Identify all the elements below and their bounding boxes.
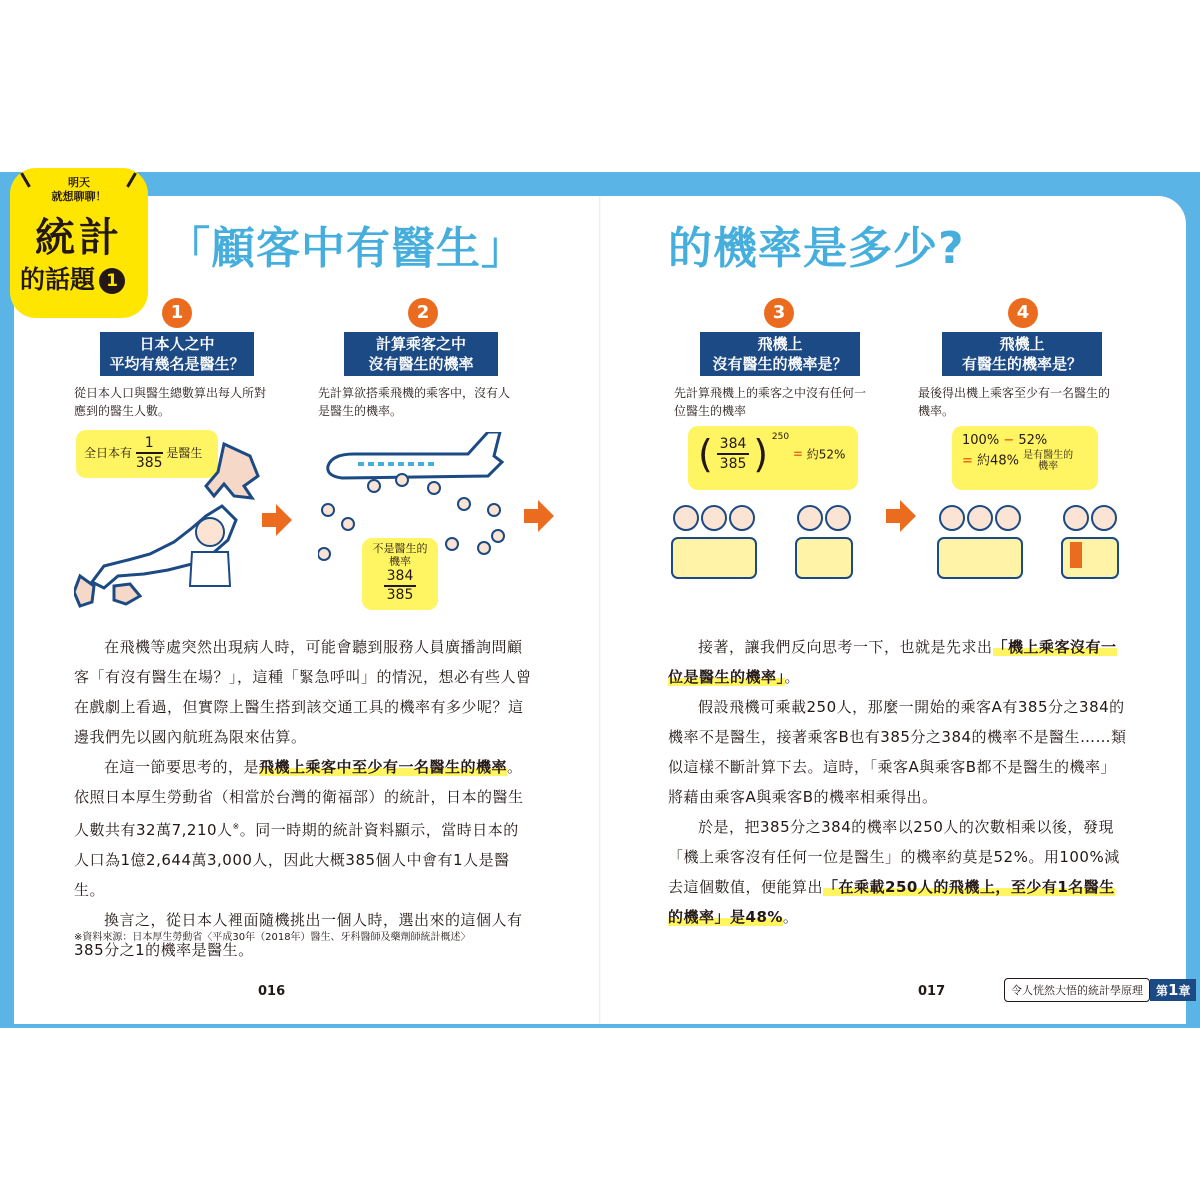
left-p2-part-c: 。同一時期的統計資料顯示，當時日本的人口為1億2,644萬3,000人，因此大概385個人中會有1人是醫生。 <box>74 821 519 899</box>
japan-map-illustration <box>74 436 274 608</box>
passenger-icon <box>342 518 354 530</box>
power-equals: = <box>792 447 803 461</box>
passenger-icon <box>492 530 504 542</box>
diff-card <box>952 426 1098 490</box>
footnote: ※資料來源：日本厚生勞動省〈平成30年（2018年）醫生、牙科醫師及藥劑師統計概述〉 <box>74 932 471 943</box>
passenger-icon <box>458 498 470 510</box>
right-p3-part-a: 於是，把385分之384的機率以250人的次數相乘以後，發現「機上乘客沒有任何一位是醫生」的機率約莫是52%。用100%減去這個數值，便能算出 <box>668 818 1120 896</box>
topic-badge <box>10 168 148 318</box>
doctor-head-icon <box>1064 506 1088 530</box>
right-p1-highlight: 「機上乘客沒有一位是醫生的機率」 <box>668 638 1117 686</box>
power-fraction <box>717 435 750 473</box>
airplane-body-icon <box>328 432 502 478</box>
seated-passengers-group-2 <box>930 498 1142 584</box>
paren-close-icon: ) <box>753 432 769 476</box>
kyushu-shape <box>74 576 94 606</box>
passenger-icon <box>446 538 458 550</box>
headline-left: 「顧客中有醫生」 <box>166 223 526 274</box>
seated-passengers-group-1 <box>664 498 876 584</box>
badge-topic-text: 的話題 <box>20 265 96 294</box>
left-paragraph-2 <box>74 752 534 905</box>
passenger-head-icon <box>702 506 726 530</box>
passenger-icon <box>428 482 440 494</box>
passenger-head-icon <box>940 506 964 530</box>
diff-row-1 <box>962 432 1088 450</box>
book-spine <box>599 196 601 1024</box>
chapter-prefix: 第 <box>1156 984 1169 998</box>
passenger-head-icon <box>1092 506 1116 530</box>
passenger-icon <box>322 504 334 516</box>
step-desc-4: 最後得出機上乘客至少有一名醫生的 機率。 <box>918 386 1111 418</box>
doctor-coat-icon <box>190 552 230 586</box>
doctor-marker-icon <box>1070 542 1082 568</box>
diff-c: 約48% <box>977 453 1019 469</box>
arrow-right-icon <box>900 500 916 532</box>
passenger-icon <box>318 548 330 560</box>
passenger-icon <box>478 542 490 554</box>
step-desc-1: 從日本人口與醫生總數算出每人所對 應到的醫生人數。 <box>74 386 267 418</box>
seat-row-icon <box>938 538 1022 578</box>
passenger-head-icon <box>674 506 698 530</box>
power-denominator: 385 <box>719 456 747 472</box>
right-paragraph-1 <box>668 632 1128 692</box>
right-p3-part-b: 。 <box>782 908 799 926</box>
step-desc-3: 先計算飛機上的乘客之中沒有任何一 位醫生的機率 <box>674 386 867 418</box>
seat-row-icon <box>672 538 756 578</box>
diff-b: 52% <box>1018 433 1048 448</box>
headline-right: 的機率是多少? <box>668 223 965 274</box>
no-doctor-label: 不是醫生的 機率 <box>372 542 428 568</box>
step-number-2: 2 <box>408 298 438 328</box>
ratio-numerator: 1 <box>136 434 163 454</box>
ratio-denominator: 385 <box>135 455 163 471</box>
no-doctor-fraction <box>384 568 417 604</box>
badge-title: 統計 <box>35 215 123 261</box>
page-number-left: 016 <box>258 984 286 999</box>
left-p2-highlight: 飛機上乘客中至少有一名醫生的機率 <box>259 758 508 776</box>
chapter-num: 1 <box>1168 981 1179 999</box>
chapter-suffix: 章 <box>1178 984 1191 998</box>
chapter-tab <box>1004 978 1196 1000</box>
power-exponent: 250 <box>771 431 790 442</box>
right-paragraph-2: 假設飛機可乘載250人，那麼一開始的乘客A有385分之384的機率不是醫生，接著乘客B也有385分之384的機率不是醫生……類似這樣不斷計算下去。這時，「乘客A與乘客B都不是醫生的機率」將藉由乘客A與乘客B的機率相乘得出。 <box>668 698 1127 806</box>
left-body-text <box>74 632 534 965</box>
diff-a: 100% <box>962 433 1000 448</box>
badge-number: 1 <box>99 268 125 294</box>
paren-open-icon: ( <box>698 432 713 476</box>
arrow-right-icon <box>276 504 292 536</box>
seat-row-icon <box>796 538 852 578</box>
step-desc-2: 先計算欲搭乘飛機的乘客中，沒有人 是醫生的機率。 <box>318 386 511 418</box>
shikoku-shape <box>114 584 140 604</box>
arrow-right-icon <box>538 500 554 532</box>
page-number-right: 017 <box>918 984 946 999</box>
ratio-prefix: 全日本有 <box>84 446 133 460</box>
badge-topic <box>20 260 148 296</box>
hokkaido-shape <box>206 444 258 498</box>
right-paragraph-3 <box>668 812 1128 932</box>
ratio-suffix: 是醫生 <box>166 446 203 460</box>
diff-label: 是有醫生的 機率 <box>1023 450 1074 472</box>
left-paragraph-3: 換言之，從日本人裡面隨機挑出一個人時，選出來的這個人有385分之1的機率是醫生。 <box>74 911 523 959</box>
power-result: 約52% <box>806 447 846 462</box>
passenger-icon <box>368 480 380 492</box>
passenger-icon <box>488 504 500 516</box>
diff-minus: − <box>1003 433 1015 448</box>
chapter-number <box>1150 979 1196 1001</box>
footnote-mark: ※ <box>232 822 240 831</box>
power-numerator: 384 <box>717 435 750 455</box>
passenger-icon <box>396 474 408 486</box>
passenger-head-icon <box>798 506 822 530</box>
diff-equals: = <box>962 453 973 469</box>
step-title-1: 日本人之中 平均有幾名是醫生？ <box>100 332 254 376</box>
step-title-3: 飛機上 沒有醫生的機率是？ <box>700 332 860 376</box>
right-p3-highlight: 「在乘載250人的飛機上，至少有1名醫生的機率」是48% <box>668 878 1115 926</box>
left-paragraph-1: 在飛機等處突然出現病人時，可能會聽到服務人員廣播詢問顧客「有沒有醫生在場？」，這種「緊急呼叫」的情況，想必有些人曾在戲劇上看過，但實際上醫生搭到該交通工具的機率有多少呢？這邊我們先以國內航班為限來估算。 <box>74 638 532 746</box>
chapter-label: 令人恍然大悟的統計學原理 <box>1004 978 1150 1002</box>
diff-row-2 <box>962 450 1088 472</box>
step-title-2: 計算乘客之中 沒有醫生的機率 <box>344 332 498 376</box>
step-number-4: 4 <box>1008 298 1038 328</box>
passenger-head-icon <box>996 506 1020 530</box>
left-p2-part-b: 。依照日本厚生勞動省（相當於台灣的衛福部）的統計，日本的醫生人數共有32萬7,210人 <box>74 758 524 839</box>
step-number-3: 3 <box>764 298 794 328</box>
passenger-head-icon <box>730 506 754 530</box>
no-doctor-card <box>362 538 438 610</box>
right-p1-part-b: 。 <box>784 668 801 686</box>
passenger-head-icon <box>968 506 992 530</box>
badge-kicker: 明天 就想聊聊！ <box>51 176 107 203</box>
power-card <box>688 426 858 490</box>
step-number-1: 1 <box>162 298 192 328</box>
passenger-head-icon <box>826 506 850 530</box>
no-doctor-numerator: 384 <box>384 568 417 587</box>
right-p1-part-a: 接著，讓我們反向思考一下，也就是先求出 <box>698 638 993 656</box>
no-doctor-denominator: 385 <box>386 587 414 603</box>
step-title-4: 飛機上 有醫生的機率是？ <box>942 332 1102 376</box>
right-body-text <box>668 632 1128 932</box>
left-p2-part-a: 在這一節要思考的，是 <box>104 758 260 776</box>
doctor-head-icon <box>196 518 224 546</box>
